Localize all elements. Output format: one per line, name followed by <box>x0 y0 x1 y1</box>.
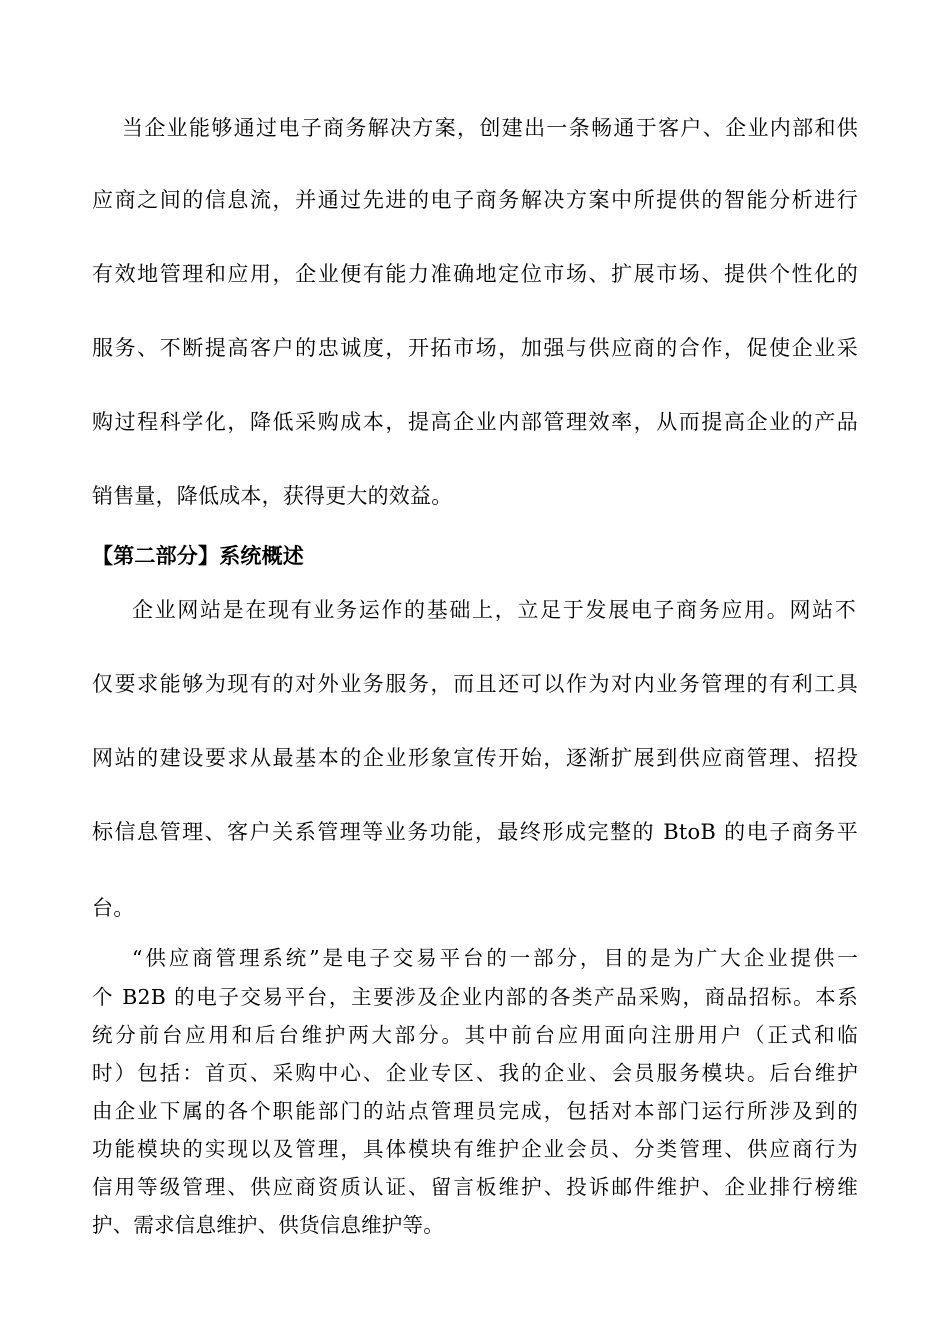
paragraph-3-line-7: 信用等级管理、供应商资质认证、留言板维护、投诉邮件维护、企业排行榜维 <box>92 1175 858 1199</box>
section-heading: 【第二部分】系统概述 <box>92 543 304 568</box>
paragraph-1-line-3: 有效地管理和应用，企业便有能力准确地定位市场、扩展市场、提供个性化的 <box>92 262 858 286</box>
paragraph-2-line-3: 网站的建设要求从最基本的企业形象宣传开始，逐渐扩展到供应商管理、招投 <box>92 746 858 770</box>
paragraph-2-line-4: 标信息管理、客户关系管理等业务功能，最终形成完整的 BtoB 的电子商务平 <box>92 820 858 844</box>
paragraph-1-line-6: 销售量，降低成本，获得更大的效益。 <box>92 484 453 508</box>
paragraph-2-line-1: 企业网站是在现有业务运作的基础上，立足于发展电子商务应用。网站不 <box>132 598 856 622</box>
paragraph-1-line-2: 应商之间的信息流，并通过先进的电子商务解决方案中所提供的智能分析进行 <box>92 188 858 212</box>
paragraph-3-line-2: 个 B2B 的电子交易平台，主要涉及企业内部的各类产品采购，商品招标。本系 <box>92 985 858 1009</box>
paragraph-3-line-4: 时）包括：首页、采购中心、企业专区、我的企业、会员服务模块。后台维护 <box>92 1061 858 1085</box>
paragraph-3-line-8: 护、需求信息维护、供货信息维护等。 <box>92 1213 444 1237</box>
paragraph-1-line-4: 服务、不断提高客户的忠诚度，开拓市场，加强与供应商的合作，促使企业采 <box>92 336 858 360</box>
paragraph-2-line-5: 台。 <box>92 896 135 920</box>
paragraph-3-line-1: “供应商管理系统”是电子交易平台的一部分，目的是为广大企业提供一 <box>132 946 858 970</box>
paragraph-1-line-5: 购过程科学化，降低采购成本，提高企业内部管理效率，从而提高企业的产品 <box>92 410 858 434</box>
paragraph-1-line-1: 当企业能够通过电子商务解决方案，创建出一条畅通于客户、企业内部和供 <box>122 116 858 140</box>
paragraph-2-line-2: 仅要求能够为现有的对外业务服务，而且还可以作为对内业务管理的有利工具 <box>92 672 858 696</box>
paragraph-3-line-5: 由企业下属的各个职能部门的站点管理员完成，包括对本部门运行所涉及到的 <box>92 1099 858 1123</box>
paragraph-3-line-3: 统分前台应用和后台维护两大部分。其中前台应用面向注册用户（正式和临 <box>92 1023 858 1047</box>
paragraph-3-line-6: 功能模块的实现以及管理，具体模块有维护企业会员、分类管理、供应商行为 <box>92 1137 858 1161</box>
